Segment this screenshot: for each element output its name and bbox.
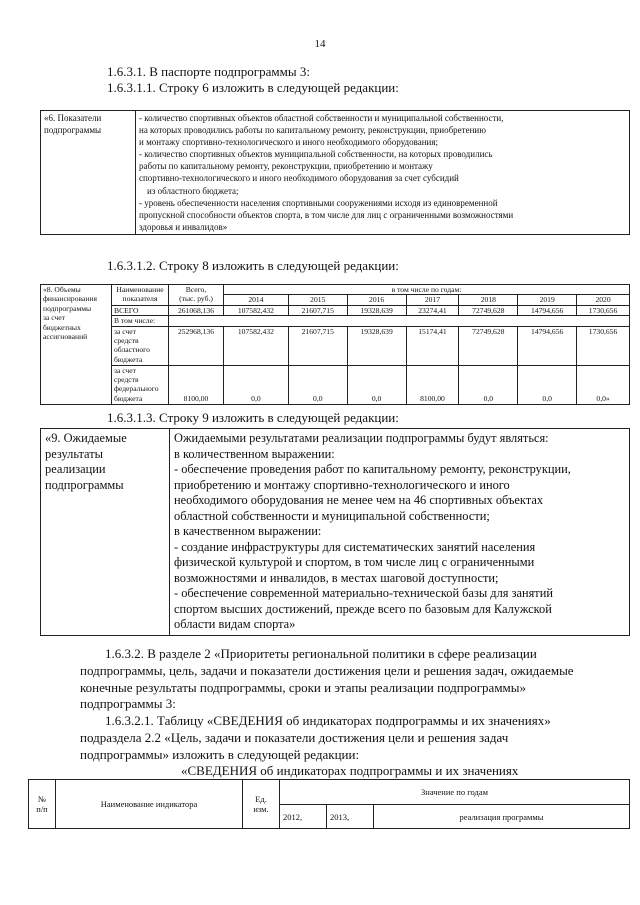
year-header: 2018 [459,295,518,305]
cell: 252968,136 [169,326,224,365]
table-title: «СВЕДЕНИЯ об индикаторах подпрограммы и их значениях [181,763,519,778]
para-line: подпрограммы, цель, задачи и показатели достижения цели и решения задач, ожидаемые [80,662,574,678]
row6-content-cell [136,111,630,235]
col-indicator-name: Наименование индикатора [56,780,243,829]
year-header: 2020 [577,295,630,305]
col-values-by-year: Значение по годам [280,780,630,805]
row6-line: на которых проводились работы по капитальному ремонту, реконструкции, приобретению [139,125,486,136]
para-line: конечные результаты подпрограммы, сроки и этапы реализации подпрограммы» [80,679,527,695]
instruction-row-9: 1.6.3.1.3. Строку 9 изложить в следующей редакции: [107,410,399,425]
row8-label-cell [41,285,112,405]
row9-line: Ожидаемыми результатами реализации подпрограммы будут являться: [174,431,549,445]
row6-table [40,110,630,235]
row8-label-line: за счет [43,313,65,323]
year-header: 2016 [347,295,406,305]
cell-empty [169,316,630,326]
row6-line: и монтажу спортивно-технологического и иного необходимого оборудования; [139,137,439,148]
cell: 0,0 [518,365,577,404]
col-year-2012: 2012, [280,805,327,829]
header-text: Наименование [116,285,164,294]
row-name-line: федерального [114,384,159,394]
cell: 23274,41 [406,305,459,315]
header-text: Всего, [185,285,207,294]
header-text: показателя [122,294,158,304]
row9-line: - обеспечение современной материально-технической базы для занятий [174,586,553,600]
row9-table [40,428,630,636]
col-number [29,780,56,829]
cell: 72749,628 [459,305,518,315]
row8-label-line: ассигнований [43,332,88,342]
row6-label-line: подпрограммы [44,125,102,136]
row8-label-line: подпрограммы [43,303,92,313]
header-text: № [37,794,47,804]
row6-label-line: «6. Показатели [44,113,102,123]
row-name-line: средств [114,375,139,385]
row-total [41,305,630,315]
cell: 0,0 [347,365,406,404]
row9-line: - обеспечение проведения работ по капитальному ремонту, реконструкции, [174,462,571,476]
row9-line: - создание инфраструктуры для систематических занятий населения [174,539,536,554]
row9-label-line: реализации [45,462,106,476]
row-regional-name [112,326,169,365]
col-unit [243,780,280,829]
row9-line: области видам спорта» [174,617,296,631]
para-line: 1.6.3.2. В разделе 2 «Приоритеты региональной политики в сфере реализации [105,646,537,661]
row9-content-cell [170,429,630,636]
row-name-line: областного [114,345,150,355]
year-header: 2017 [406,295,459,305]
cell: 0,0 [288,365,347,404]
para-line: подпрограммы» изложить в следующей редакции: [80,746,360,762]
row9-line: необходимого оборудования не менее чем на 46 спортивных объектах [174,493,544,507]
row8-label-line: бюджетных [43,322,81,332]
year-header: 2015 [288,295,347,305]
col-program-implementation: реализация программы [374,805,630,829]
indicators-table [28,779,630,829]
row9-line: в качественном выражении: [174,524,322,538]
cell: 21607,715 [288,326,347,365]
header-indicator-name [112,285,169,306]
row9-label-line: результаты [45,446,103,461]
row9-line: возможностями и инвалидов, в местах шаговой доступности; [174,570,499,585]
page-number: 14 [314,38,326,50]
row9-line: физической культурой и спортом, в том числе лиц с ограниченными [174,555,535,569]
cell: 0,0 [459,365,518,404]
para-line: 1.6.3.2.1. Таблицу «СВЕДЕНИЯ об индикаторах подпрограммы и их значениях» [105,713,551,728]
row-federal-budget [41,365,630,404]
para-line: подпрограммы 3: [80,696,176,712]
row6-line: здоровья и инвалидов» [139,221,228,232]
header-text: (тыс. руб.) [179,294,213,304]
cell: 0,0 [224,365,289,404]
year-header: 2019 [518,295,577,305]
cell: 1730,656 [577,305,630,315]
section-1-6-3-1: 1.6.3.1. В паспорте подпрограммы 3: [107,64,310,79]
row-name-line: за счет [114,326,136,336]
row6-line: - уровень обеспеченности населения спортивными сооружениями исходя из единовременной [139,197,498,208]
row-including [41,316,630,326]
col-year-2013: 2013, [327,805,374,829]
row9-line: спортом высших достижений, прежде всего по базовым для Калужской [174,601,552,616]
instruction-row-8: 1.6.3.1.2. Строку 8 изложить в следующей редакции: [107,258,399,273]
row9-line: областной собственности и муниципальной собственности; [174,508,490,523]
cell: 19328,639 [347,326,406,365]
cell: 19328,639 [347,305,406,315]
row6-line: - количество спортивных объектов областной собственности и муниципальной собственности, [139,113,504,123]
row6-line: пропускной способности объектов спорта, в том числе для лиц с ограниченными возможностями [139,209,514,220]
row8-label-line: финансирования [43,294,97,304]
cell: 72749,628 [459,326,518,365]
row9-line: приобретению и монтажу спортивно-технологического и иного [174,477,510,492]
row8-financing-table [40,284,630,405]
paragraph-1-6-3-2 [80,646,618,713]
header-text: изм. [253,804,269,814]
cell: 8100,00 [169,365,224,404]
row6-label-cell [41,111,136,235]
cell: 15174,41 [406,326,459,365]
paragraph-1-6-3-2-1 [80,713,618,763]
cell: 1730,656 [577,326,630,365]
row9-label-line: «9. Ожидаемые [45,431,127,445]
year-header: 2014 [224,295,289,305]
cell: 14794,656 [518,326,577,365]
header-text: п/п [36,804,48,814]
cell: 261068,136 [169,305,224,315]
row-regional-budget [41,326,630,365]
row-total-name: ВСЕГО [112,305,169,315]
cell: 107582,432 [224,326,289,365]
cell: 21607,715 [288,305,347,315]
cell: 14794,656 [518,305,577,315]
header-text: Ед. [255,794,267,804]
row6-line: из областного бюджета; [147,185,239,196]
header-total [169,285,224,306]
cell: 8100,00 [406,365,459,404]
header-by-years: в том числе по годам: [224,285,630,295]
row6-line: работы по капитальному ремонту, реконструкции, приобретению и монтажу [139,161,433,172]
row9-label-cell [41,429,170,636]
row9-label-line: подпрограммы [45,477,124,492]
row-including-label: В том числе: [112,316,169,326]
row-name-line: средств [114,336,139,346]
row-name-line: бюджета [114,354,143,364]
row6-line: - количество спортивных объектов муниципальной собственности, на которых проводились [139,149,493,160]
row-federal-name [112,365,169,404]
instruction-row-6: 1.6.3.1.1. Строку 6 изложить в следующей редакции: [107,80,399,95]
cell: 0,0» [577,365,630,404]
row6-line: спортивно-технологического и иного необходимого оборудования за счет субсидий [139,173,459,184]
row-name-line: бюджета [114,393,143,403]
row-name-line: за счет [114,365,136,375]
cell: 107582,432 [224,305,289,315]
row9-line: в количественном выражении: [174,446,335,461]
para-line: подраздела 2.2 «Цель, задачи и показатели достижения цели и решения задач [80,729,509,745]
row8-label-line: «8. Объемы [43,285,81,294]
